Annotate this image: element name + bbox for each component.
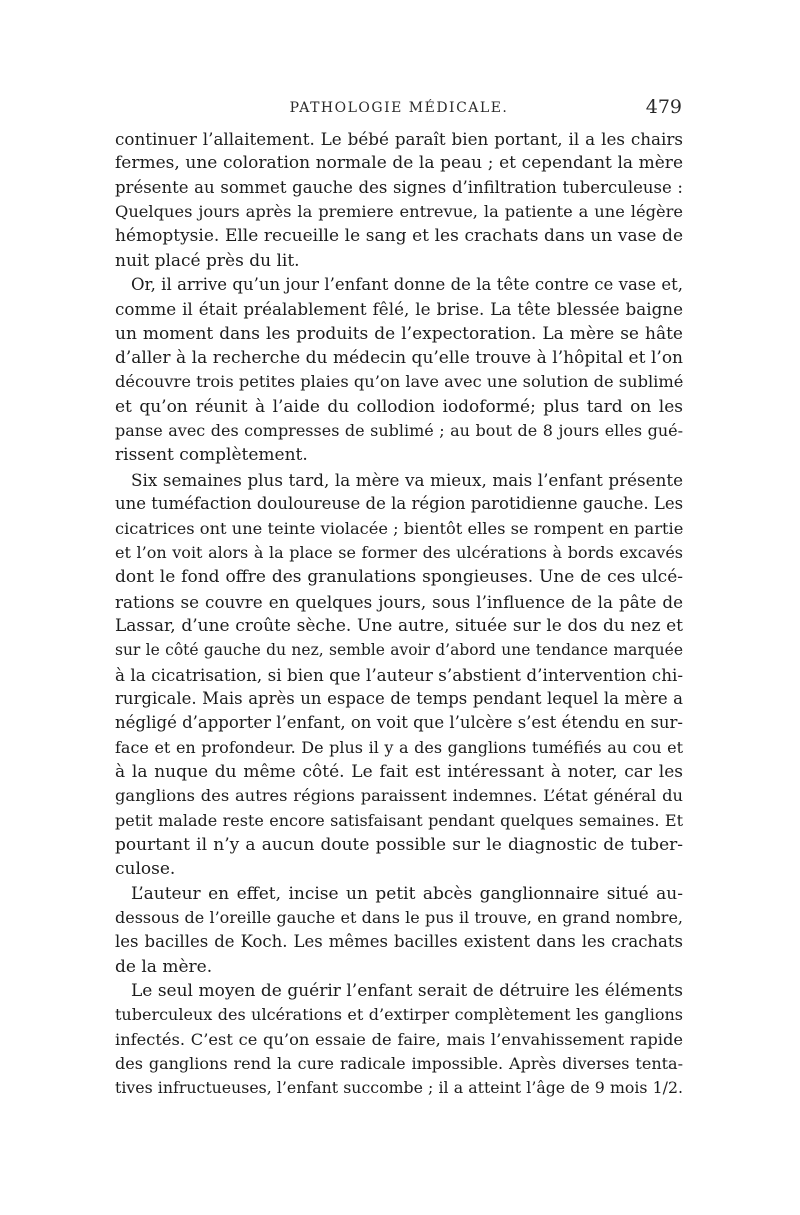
text-line: panse avec des compresses de sublimé ; au bout de 8 jours elles gué-	[115, 421, 683, 441]
text-line: face et en profondeur. De plus il y a des ganglions tuméfiés au cou et	[115, 737, 683, 757]
text-line: à la nuque du même côté. Le fait est intéressant à noter, car les	[115, 761, 683, 782]
text-line: et l’on voit alors à la place se former des ulcérations à bords excavés	[115, 542, 683, 562]
text-line: à la cicatrisation, si bien que l’auteur s’abstient d’intervention chi-	[115, 664, 683, 685]
page-header	[112, 96, 686, 122]
text-line: rations se couvre en quelques jours, sous l’influence de la pâte de	[115, 591, 683, 612]
text-line: d’aller à la recherche du médecin qu’elle trouve à l’hôpital et l’on	[115, 348, 683, 369]
text-line: petit malade reste encore satisfaisant pendant quelques semaines. Et	[115, 810, 683, 830]
page-number: 479	[645, 96, 682, 118]
text-line: L’auteur en effet, incise un petit abcès ganglionnaire situé au-	[131, 883, 683, 904]
text-line: et qu’on réunit à l’aide du collodion iodoformé; plus tard on les	[115, 396, 683, 417]
text-line: présente au sommet gauche des signes d’infiltration tuberculeuse :	[115, 177, 683, 197]
text-line: un moment dans les produits de l’expectoration. La mère se hâte	[115, 323, 683, 344]
text-line: rurgicale. Mais après un espace de temps pendant lequel la mère a	[115, 688, 683, 708]
text-line: Or, il arrive qu’un jour l’enfant donne de la tête contre ce vase et,	[131, 275, 683, 295]
text-line: Quelques jours après la premiere entrevue, la patiente a une légère	[115, 202, 683, 222]
text-line: nuit placé près du lit.	[115, 250, 300, 271]
text-line: cicatrices ont une teinte violacée ; bientôt elles se rompent en partie	[115, 518, 683, 538]
text-line: dont le fond offre des granulations spongieuses. Une de ces ulcé-	[115, 567, 683, 588]
text-line: pourtant il n’y a aucun doute possible sur le diagnostic de tuber-	[115, 834, 683, 855]
text-line: dessous de l’oreille gauche et dans le pus il trouve, en grand nombre,	[115, 908, 683, 927]
text-line: découvre trois petites plaies qu’on lave avec une solution de sublimé	[115, 372, 683, 392]
text-line: continuer l’allaitement. Le bébé paraît bien portant, il a les chairs	[115, 129, 683, 149]
text-line: une tuméfaction douloureuse de la région parotidienne gauche. Les	[115, 494, 683, 514]
text-line: tives infructueuses, l’enfant succombe ; il a atteint l’âge de 9 mois 1/2.	[115, 1078, 683, 1098]
text-line: les bacilles de Koch. Les mêmes bacilles existent dans les crachats	[115, 932, 683, 952]
text-line: fermes, une coloration normale de la peau ; et cependant la mère	[115, 153, 683, 174]
text-line: tuberculeux des ulcérations et d’extirper complètement les ganglions	[115, 1005, 683, 1025]
body-text	[115, 127, 683, 1101]
text-line: comme il était préalablement fêlé, le brise. La tête blessée baigne	[115, 299, 683, 320]
text-line: Lassar, d’une croûte sèche. Une autre, située sur le dos du nez et	[115, 615, 683, 636]
text-line: sur le côté gauche du nez, semble avoir d’abord une tendance marquée	[115, 641, 683, 660]
text-line: négligé d’apporter l’enfant, on voit que l’ulcère s’est étendu en sur-	[115, 713, 683, 733]
text-line: ganglions des autres régions paraissent indemnes. L’état général du	[115, 786, 683, 806]
text-line: rissent complètement.	[115, 445, 308, 466]
text-line: de la mère.	[115, 956, 213, 977]
text-line: des ganglions rend la cure radicale impossible. Après diverses tenta-	[115, 1054, 683, 1074]
text-line: infectés. C’est ce qu’on essaie de faire, mais l’envahissement rapide	[115, 1029, 683, 1049]
text-line: hémoptysie. Elle recueille le sang et les crachats dans un vase de	[115, 226, 683, 247]
text-line: Six semaines plus tard, la mère va mieux, mais l’enfant présente	[131, 469, 683, 490]
text-line: culose.	[115, 859, 176, 880]
running-title: PATHOLOGIE MÉDICALE.	[289, 100, 509, 116]
text-line: Le seul moyen de guérir l’enfant serait de détruire les éléments	[131, 981, 683, 1002]
